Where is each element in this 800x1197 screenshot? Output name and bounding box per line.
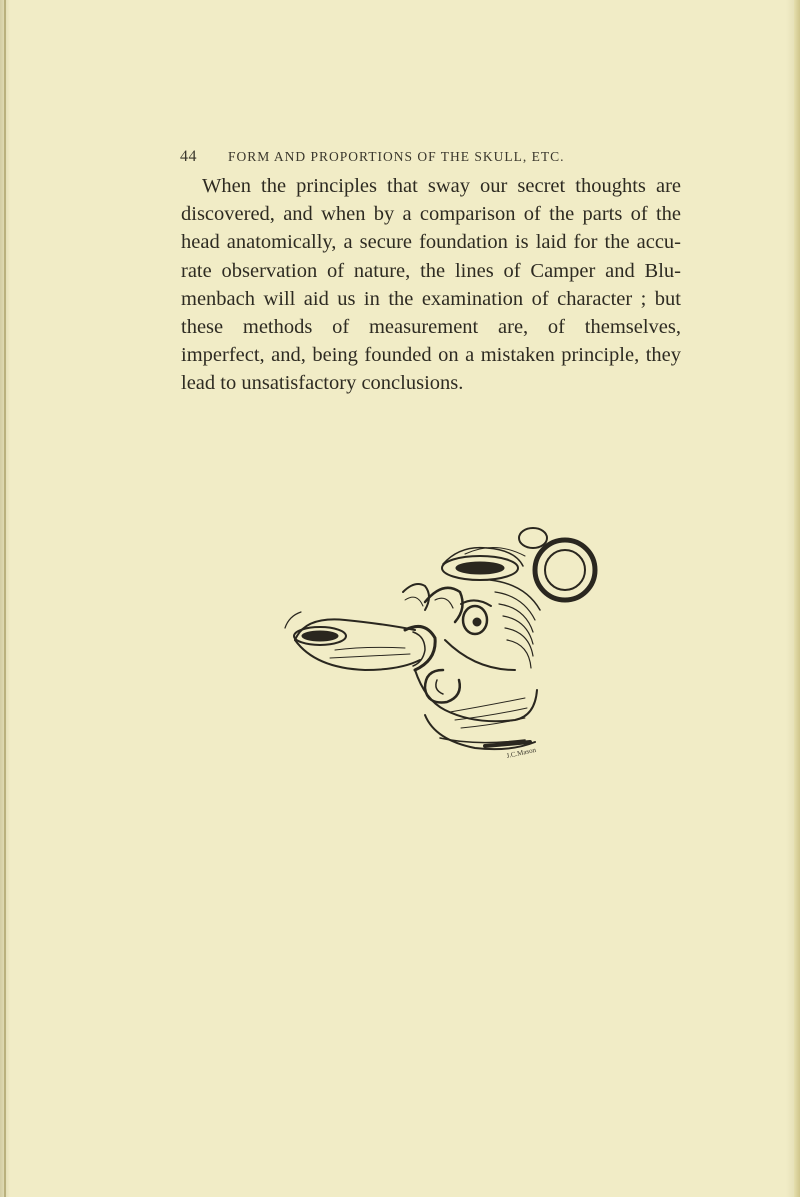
page-gutter xyxy=(4,0,6,1197)
engraver-signature: J.C.Mason xyxy=(505,745,537,760)
grotesque-head-illustration xyxy=(275,520,615,760)
body-text xyxy=(181,172,681,398)
page-edge xyxy=(794,0,800,1197)
running-title: FORM AND PROPORTIONS OF THE SKULL, ETC. xyxy=(228,149,565,164)
paragraph: When the principles that sway our secret thoughts are discovered, and when by a comparison of the parts of the head anatomically, a secure foundation is laid for the accu-rate observation of nature, the lines of Camper and Blu-menbach will aid us in the examination of character ; but these methods of measurement are, of themselves, imperfect, and, being founded on a mistaken principle, they lead to unsatisfactory conclusions. xyxy=(181,175,681,395)
running-head xyxy=(180,148,640,168)
page-number: 44 xyxy=(180,148,197,165)
engraved-figure xyxy=(275,520,615,760)
